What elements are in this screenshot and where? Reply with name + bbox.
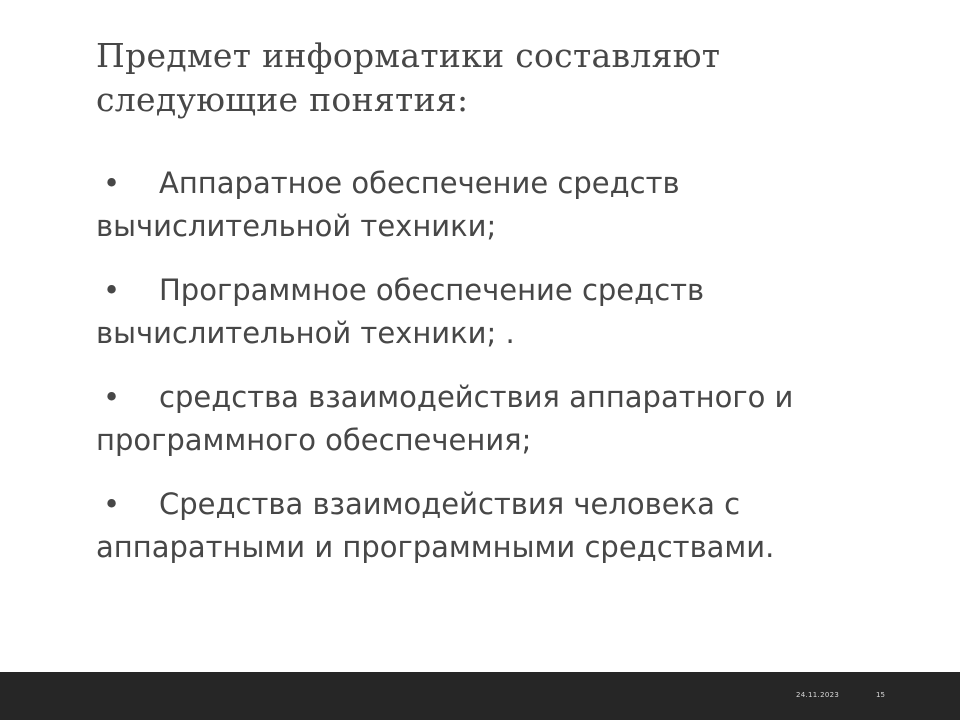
bullet-list xyxy=(96,162,916,590)
slide-number: 15 xyxy=(876,691,885,699)
list-item-text: Средства взаимодействия человека с аппаратными и программными средствами. xyxy=(96,487,775,564)
list-item xyxy=(96,162,916,248)
list-item-text: Программное обеспечение средств вычислительной техники; . xyxy=(96,273,705,350)
footer-date: 24.11.2023 xyxy=(796,691,840,699)
footer-bar xyxy=(0,672,960,720)
list-item xyxy=(96,483,916,569)
bullet-icon: • xyxy=(103,487,121,521)
list-item xyxy=(96,269,916,355)
bullet-icon: • xyxy=(103,166,121,200)
bullet-icon: • xyxy=(103,380,121,414)
list-item-text: средства взаимодействия аппаратного и программного обеспечения; xyxy=(96,380,794,457)
slide-title: Предмет информатики составляют следующие понятия: xyxy=(96,36,721,119)
list-item-text: Аппаратное обеспечение средств вычислительной техники; xyxy=(96,166,680,243)
bullet-icon: • xyxy=(103,273,121,307)
list-item xyxy=(96,376,916,462)
